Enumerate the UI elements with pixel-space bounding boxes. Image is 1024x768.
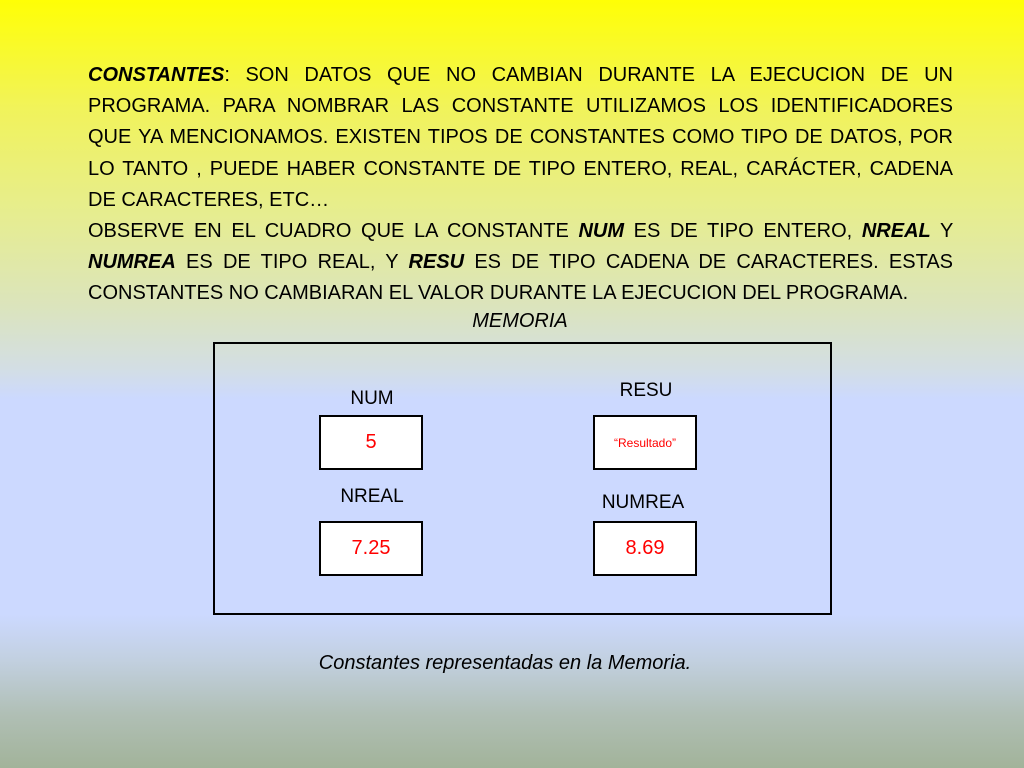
memory-heading: MEMORIA [472,310,568,332]
num-keyword: NUM [578,220,625,243]
numrea-label: NUMREA [601,492,685,513]
numrea-keyword: NUMREA [88,251,176,274]
constants-definition-paragraph [88,60,953,216]
observe-text-2: ES DE TIPO ENTERO, [624,220,862,243]
observe-text-1: OBSERVE EN EL CUADRO QUE LA CONSTANTE [88,220,579,243]
nreal-value-cell: 7.25 [319,521,423,576]
num-label: NUM [350,388,394,409]
nreal-keyword: NREAL [861,220,931,243]
observe-text-5: ES DE TIPO CADENA DE CARACTERES. ESTAS CONSTANTES NO CAMBIARAN EL VALOR DURANTE LA EJECUCION DEL PROGRAMA. [88,251,953,305]
observe-text-4: ES DE TIPO REAL, Y [175,251,409,274]
diagram-caption: Constantes representadas en la Memoria. [318,652,692,674]
observe-paragraph [88,216,953,310]
numrea-value-cell: 8.69 [593,521,697,576]
resu-label: RESU [619,380,673,401]
constantes-definition-text: : SON DATOS QUE NO CAMBIAN DURANTE LA EJECUCION DE UN PROGRAMA. PARA NOMBRAR LAS CONSTANTE UTILIZAMOS LOS IDENTIFICADORES QUE YA MENCIONAMOS. EXISTEN TIPOS DE CONSTANTES COMO TIPO DE DATOS, POR LO TANTO , PUEDE HABER CONSTANTE DE TIPO ENTERO, REAL, CARÁCTER, CADENA DE CARACTERES, ETC… [88,64,953,211]
memory-diagram [213,342,832,615]
nreal-label: NREAL [340,486,404,507]
body-text [88,60,953,310]
observe-text-3: Y [930,220,953,243]
constantes-term: CONSTANTES [88,64,225,86]
resu-value-cell: “Resultado” [593,415,697,470]
num-value-cell: 5 [319,415,423,470]
resu-keyword: RESU [408,251,465,274]
